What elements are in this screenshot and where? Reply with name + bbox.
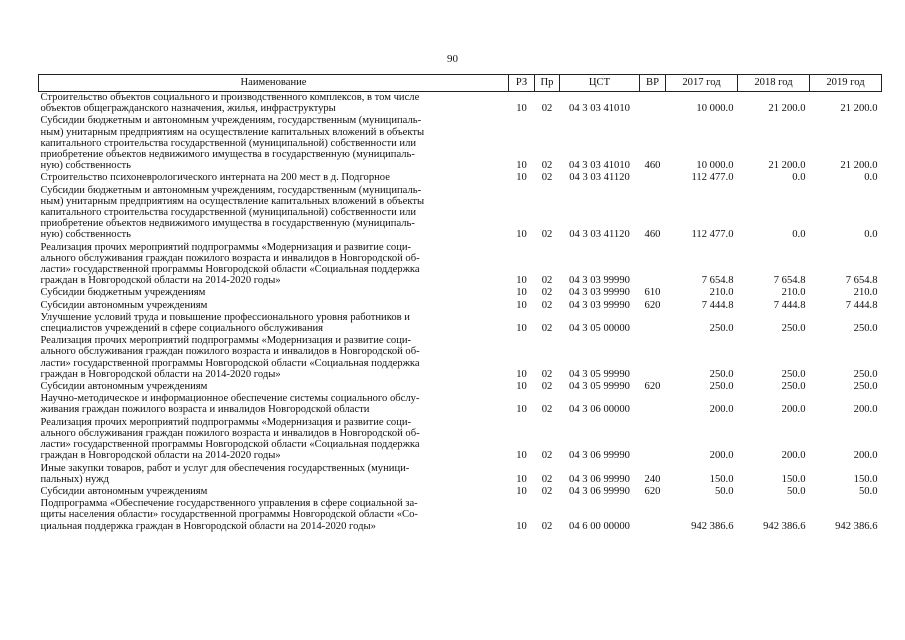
row-vr [640,242,666,288]
row-rz: 10 [516,450,527,462]
row-cst: 04 3 03 41010 [569,160,630,172]
row-rz: 10 [516,323,527,335]
row-name: Субсидии бюджетным и автономным учреждениям, государственным (муниципаль- ным) унитарным предприятиям на осуществление капитальных вложений в объекты капитального строительства государственной (муниципальной) собственности или приобретение объектов недвижимого имущества в государственную (муниципаль- ную) собственность [40,184,425,241]
row-value-2019: 7 654.8 [845,275,878,287]
row-rz: 10 [516,485,527,497]
row-value-2018: 210.0 [781,287,806,299]
row-pr: 02 [541,229,553,241]
row-rz: 10 [516,473,527,485]
table-row [39,393,882,416]
row-value-2017: 250.0 [709,323,734,335]
row-vr: 240 [644,473,661,485]
row-value-2019: 200.0 [853,404,878,416]
row-value-2017: 50.0 [714,485,734,497]
row-pr: 02 [541,287,553,299]
row-cst: 04 3 03 41120 [569,229,630,241]
table-row [39,312,882,335]
row-pr: 02 [541,299,553,311]
row-pr: 02 [541,381,553,393]
row-pr: 02 [541,172,553,184]
row-value-2018: 21 200.0 [768,160,806,172]
row-rz: 10 [516,299,527,311]
row-cst: 04 3 05 99990 [569,381,630,393]
row-vr [640,172,666,184]
header-rz: РЗ [509,75,535,92]
table-row [39,92,882,116]
table-header-row [39,75,882,92]
row-value-2018: 150.0 [781,473,806,485]
row-name: Строительство объектов социального и производственного комплексов, в том числе объектов общегражданского назначения, жилья, инфраструктуры [40,92,420,115]
row-vr: 620 [644,299,661,311]
row-pr: 02 [541,160,553,172]
row-rz: 10 [516,368,527,380]
row-cst: 04 3 06 99990 [569,485,630,497]
row-cst: 04 3 03 99990 [569,287,630,299]
row-rz: 10 [516,520,527,532]
row-value-2018: 200.0 [781,404,806,416]
row-name: Реализация прочих мероприятий подпрограммы «Модернизация и развитие соци- ального обслуживания граждан пожилого возраста и инвалидов в Новгородской об- ласти» государственной программы Новгородской области «Социальная поддержка граждан в Новгородской области на 2014-2020 годы» [40,241,420,287]
row-value-2019: 21 200.0 [840,160,878,172]
row-vr [640,335,666,381]
row-value-2018: 250.0 [781,381,806,393]
row-vr [640,92,666,116]
row-pr: 02 [541,323,553,335]
table-row [39,300,882,312]
row-pr: 02 [541,520,553,532]
row-name: Субсидии автономным учреждениям [40,299,208,311]
row-name: Реализация прочих мероприятий подпрограммы «Модернизация и развитие соци- ального обслуживания граждан пожилого возраста и инвалидов в Новгородской об- ласти» государственной программы Новгородской области «Социальная поддержка граждан в Новгородской области на 2014-2020 годы» [40,416,420,462]
row-rz: 10 [516,103,527,115]
row-vr: 620 [644,381,661,393]
header-cst: ЦСТ [560,75,640,92]
row-cst: 04 6 00 00000 [569,520,630,532]
row-pr: 02 [541,473,553,485]
row-value-2019: 942 386.6 [835,520,878,532]
table-row [39,486,882,498]
row-value-2017: 112 477.0 [691,229,734,241]
row-rz: 10 [516,160,527,172]
row-pr: 02 [541,275,553,287]
row-cst: 04 3 03 41120 [569,172,630,184]
row-value-2018: 942 386.6 [763,520,806,532]
row-pr: 02 [541,368,553,380]
row-vr [640,312,666,335]
row-name: Научно-методическое и информационное обеспечение системы социального обслу- живания граждан пожилого возраста и инвалидов Новгородской области [40,393,420,416]
budget-table [38,74,882,533]
table-row [39,463,882,486]
row-value-2017: 250.0 [709,368,734,380]
row-value-2019: 210.0 [853,287,878,299]
row-value-2017: 200.0 [709,404,734,416]
row-value-2018: 0.0 [792,172,806,184]
row-cst: 04 3 06 00000 [569,404,630,416]
row-cst: 04 3 03 41010 [569,103,630,115]
row-value-2019: 0.0 [864,172,878,184]
row-vr [640,417,666,463]
row-rz: 10 [516,381,527,393]
table-row [39,242,882,288]
row-pr: 02 [541,450,553,462]
table-row [39,172,882,184]
row-vr: 610 [644,287,661,299]
row-value-2018: 250.0 [781,323,806,335]
row-value-2018: 7 444.8 [773,299,806,311]
table-row [39,498,882,533]
row-rz: 10 [516,275,527,287]
row-value-2018: 50.0 [786,485,806,497]
row-rz: 10 [516,404,527,416]
header-name: Наименование [39,75,509,92]
table-row [39,115,882,172]
row-pr: 02 [541,103,553,115]
row-name: Субсидии автономным учреждениям [40,381,208,393]
row-value-2018: 0.0 [792,229,806,241]
row-vr: 620 [644,485,661,497]
table-row [39,381,882,393]
row-value-2019: 0.0 [864,229,878,241]
row-value-2017: 942 386.6 [691,520,734,532]
row-rz: 10 [516,229,527,241]
row-value-2017: 10 000.0 [696,160,734,172]
row-name: Субсидии бюджетным и автономным учреждениям, государственным (муниципаль- ным) унитарным предприятиям на осуществление капитальных вложений в объекты капитального строительства государственной (муниципальной) собственности или приобретение объектов недвижимого имущества в государственную (муниципаль- ную) собственность [40,115,425,172]
header-pr: Пр [535,75,560,92]
row-name: Иные закупки товаров, работ и услуг для обеспечения государственных (муници- пальных) нужд [40,462,410,485]
row-value-2017: 150.0 [709,473,734,485]
table-row [39,417,882,463]
row-value-2019: 7 444.8 [845,299,878,311]
row-value-2019: 200.0 [853,450,878,462]
row-value-2019: 250.0 [853,323,878,335]
row-name: Строительство психоневрологического интерната на 200 мест в д. Подгорное [40,172,390,184]
row-value-2017: 250.0 [709,381,734,393]
row-value-2019: 21 200.0 [840,103,878,115]
row-value-2019: 50.0 [858,485,878,497]
row-name: Субсидии автономным учреждениям [40,485,208,497]
row-value-2017: 7 444.8 [701,299,734,311]
row-pr: 02 [541,404,553,416]
row-cst: 04 3 06 99990 [569,450,630,462]
row-value-2018: 7 654.8 [773,275,806,287]
table-row [39,185,882,242]
page-number: 90 [447,53,458,65]
row-value-2018: 200.0 [781,450,806,462]
row-name: Улучшение условий труда и повышение профессионального уровня работников и специалистов учреждений в сфере социального обслуживания [40,311,410,335]
header-2019: 2019 год [810,75,882,92]
row-cst: 04 3 05 99990 [569,368,630,380]
row-vr: 460 [644,160,661,172]
row-cst: 04 3 06 99990 [569,473,630,485]
row-value-2017: 112 477.0 [691,172,734,184]
header-2018: 2018 год [738,75,810,92]
row-name: Субсидии бюджетным учреждениям [40,287,206,299]
header-vr: ВР [640,75,666,92]
row-pr: 02 [541,485,553,497]
row-value-2019: 150.0 [853,473,878,485]
row-value-2019: 250.0 [853,381,878,393]
row-value-2017: 210.0 [709,287,734,299]
row-vr: 460 [644,229,661,241]
table-row [39,287,882,299]
row-value-2018: 21 200.0 [768,103,806,115]
row-rz: 10 [516,172,527,184]
row-value-2018: 250.0 [781,368,806,380]
row-vr [640,498,666,533]
table-row [39,335,882,381]
row-rz: 10 [516,287,527,299]
row-cst: 04 3 03 99990 [569,275,630,287]
row-vr [640,393,666,416]
row-name: Подпрограмма «Обеспечение государственного управления в сфере социальной за- щиты населения области» государственной программы Новгородской области «Со- циальная поддержка граждан в Новгородской области на 2014-2020 годы» [40,498,418,532]
row-value-2017: 7 654.8 [701,275,734,287]
row-cst: 04 3 03 99990 [569,299,630,311]
row-cst: 04 3 05 00000 [569,323,630,335]
row-name: Реализация прочих мероприятий подпрограммы «Модернизация и развитие соци- ального обслуживания граждан пожилого возраста и инвалидов в Новгородской об- ласти» государственной программы Новгородской области «Социальная поддержка граждан в Новгородской области на 2014-2020 годы» [40,335,420,380]
row-value-2017: 10 000.0 [696,103,734,115]
row-value-2019: 250.0 [853,368,878,380]
table-body [39,92,882,533]
header-2017: 2017 год [666,75,738,92]
row-value-2017: 200.0 [709,450,734,462]
